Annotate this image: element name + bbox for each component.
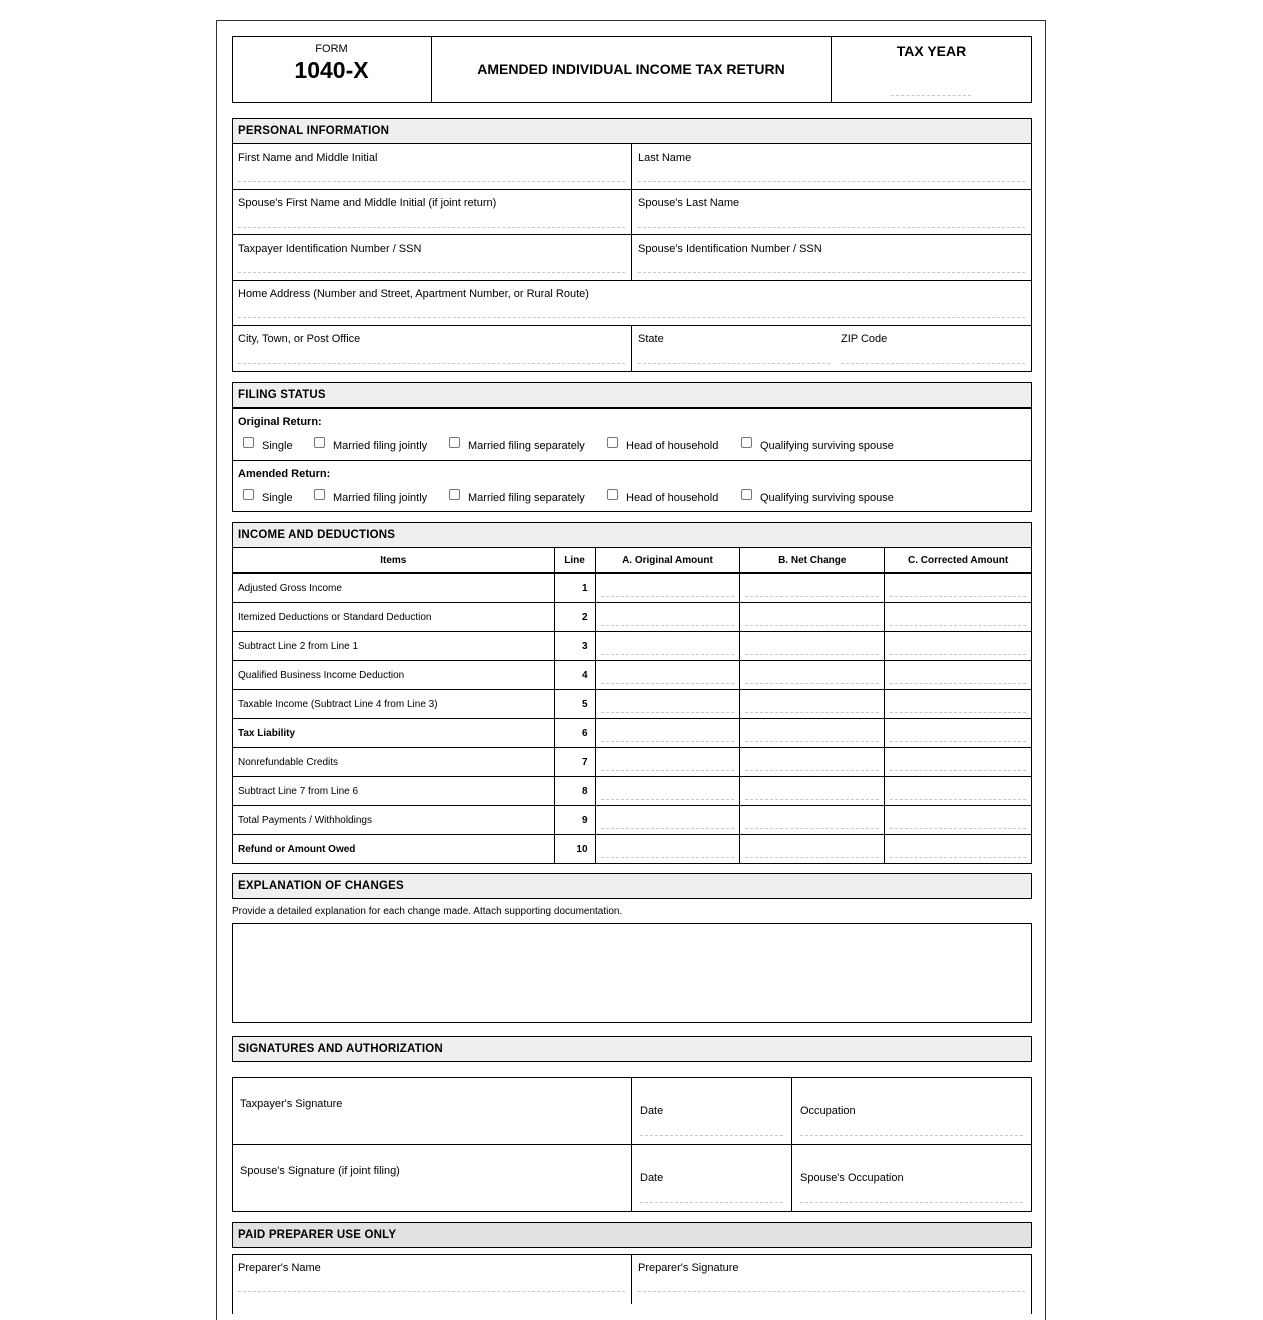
row-item-label: Subtract Line 7 from Line 6 (233, 777, 555, 806)
row-line-number: 1 (554, 573, 595, 603)
table-row (233, 632, 1032, 661)
net-change-field[interactable] (740, 806, 885, 835)
table-row (233, 719, 1032, 748)
original-qualifying-spouse-checkbox[interactable] (741, 437, 752, 448)
net-change-field[interactable] (740, 777, 885, 806)
occupation-label: Occupation (800, 1105, 856, 1117)
corrected-amount-field[interactable] (885, 777, 1032, 806)
net-change-field[interactable] (740, 603, 885, 632)
zip-field[interactable] (841, 363, 1025, 364)
first-name-label: First Name and Middle Initial (238, 152, 378, 164)
form-label: FORM (315, 43, 348, 55)
row-line-number: 6 (554, 719, 595, 748)
spouse-signature-field[interactable] (233, 1182, 630, 1210)
original-single-checkbox[interactable] (243, 437, 254, 448)
spouse-date-field[interactable] (640, 1202, 783, 1203)
original-amount-field[interactable] (595, 806, 740, 835)
amended-married-separately-label: Married filing separately (468, 492, 585, 504)
column-header-net-change: B. Net Change (740, 548, 885, 574)
net-change-field[interactable] (740, 719, 885, 748)
amended-head-of-household-checkbox[interactable] (607, 489, 618, 500)
original-qualifying-spouse-label: Qualifying surviving spouse (760, 440, 894, 452)
amended-return-label: Amended Return: (238, 468, 331, 480)
taxpayer-id-label: Taxpayer Identification Number / SSN (238, 243, 422, 255)
corrected-amount-field[interactable] (885, 573, 1032, 603)
spouse-first-name-label: Spouse's First Name and Middle Initial (if joint return) (238, 197, 497, 209)
net-change-field[interactable] (740, 835, 885, 864)
taxpayer-signature-field[interactable] (233, 1115, 630, 1143)
city-field[interactable] (238, 363, 625, 364)
corrected-amount-field[interactable] (885, 719, 1032, 748)
original-married-separately-checkbox[interactable] (449, 437, 460, 448)
corrected-amount-field[interactable] (885, 835, 1032, 864)
original-amount-field[interactable] (595, 777, 740, 806)
original-amount-field[interactable] (595, 632, 740, 661)
row-item-label: Tax Liability (233, 719, 555, 748)
income-table (232, 547, 1032, 864)
spouse-occupation-label: Spouse's Occupation (800, 1172, 904, 1184)
row-item-label: Adjusted Gross Income (233, 573, 555, 603)
paid-preparer-header: PAID PREPARER USE ONLY (232, 1222, 1032, 1248)
corrected-amount-field[interactable] (885, 690, 1032, 719)
signatures-header: SIGNATURES AND AUTHORIZATION (232, 1036, 1032, 1062)
table-row (233, 603, 1032, 632)
explanation-header: EXPLANATION OF CHANGES (232, 873, 1032, 899)
filing-status-header: FILING STATUS (232, 382, 1032, 408)
row-item-label: Refund or Amount Owed (233, 835, 555, 864)
table-row (233, 573, 1032, 603)
personal-information-header: PERSONAL INFORMATION (232, 118, 1032, 144)
taxpayer-id-field[interactable] (238, 272, 625, 273)
spouse-occupation-field[interactable] (800, 1202, 1023, 1203)
table-row (233, 806, 1032, 835)
original-amount-field[interactable] (595, 835, 740, 864)
taxpayer-date-field[interactable] (640, 1135, 783, 1136)
row-line-number: 10 (554, 835, 595, 864)
tax-year-input[interactable] (891, 95, 971, 96)
preparer-signature-field[interactable] (638, 1291, 1025, 1292)
column-header-corrected: C. Corrected Amount (885, 548, 1032, 574)
corrected-amount-field[interactable] (885, 603, 1032, 632)
amended-head-of-household-label: Head of household (626, 492, 719, 504)
state-field[interactable] (638, 363, 830, 364)
spouse-id-label: Spouse's Identification Number / SSN (638, 243, 822, 255)
original-amount-field[interactable] (595, 719, 740, 748)
original-amount-field[interactable] (595, 690, 740, 719)
spouse-last-name-field[interactable] (638, 227, 1025, 228)
row-line-number: 9 (554, 806, 595, 835)
table-row (233, 690, 1032, 719)
original-return-label: Original Return: (238, 416, 322, 428)
amended-married-jointly-label: Married filing jointly (333, 492, 428, 504)
paid-preparer-grid (232, 1254, 1032, 1314)
home-address-field[interactable] (238, 317, 1025, 318)
amended-qualifying-spouse-checkbox[interactable] (741, 489, 752, 500)
net-change-field[interactable] (740, 573, 885, 603)
home-address-label: Home Address (Number and Street, Apartment Number, or Rural Route) (238, 288, 589, 300)
amended-married-jointly-checkbox[interactable] (314, 489, 325, 500)
original-amount-field[interactable] (595, 603, 740, 632)
column-header-original: A. Original Amount (595, 548, 740, 574)
tax-year-label: TAX YEAR (896, 43, 967, 59)
corrected-amount-field[interactable] (885, 748, 1032, 777)
original-amount-field[interactable] (595, 661, 740, 690)
preparer-name-field[interactable] (238, 1291, 625, 1292)
amended-married-separately-checkbox[interactable] (449, 489, 460, 500)
table-row (233, 777, 1032, 806)
original-head-of-household-checkbox[interactable] (607, 437, 618, 448)
original-married-jointly-checkbox[interactable] (314, 437, 325, 448)
row-item-label: Nonrefundable Credits (233, 748, 555, 777)
corrected-amount-field[interactable] (885, 632, 1032, 661)
row-line-number: 2 (554, 603, 595, 632)
taxpayer-date-label: Date (640, 1105, 664, 1117)
zip-label: ZIP Code (841, 333, 888, 345)
net-change-field[interactable] (740, 661, 885, 690)
amended-qualifying-spouse-label: Qualifying surviving spouse (760, 492, 894, 504)
row-item-label: Subtract Line 2 from Line 1 (233, 632, 555, 661)
taxpayer-signature-label: Taxpayer's Signature (240, 1098, 343, 1110)
original-amount-field[interactable] (595, 573, 740, 603)
form-number: 1040-X (294, 57, 369, 83)
income-table-header-row (233, 548, 1032, 574)
corrected-amount-field[interactable] (885, 661, 1032, 690)
income-deductions-header: INCOME AND DEDUCTIONS (232, 522, 1032, 548)
row-item-label: Itemized Deductions or Standard Deduction (233, 603, 555, 632)
table-row (233, 661, 1032, 690)
form-title: AMENDED INDIVIDUAL INCOME TAX RETURN (477, 61, 785, 77)
original-married-jointly-label: Married filing jointly (333, 440, 428, 452)
amended-single-checkbox[interactable] (243, 489, 254, 500)
column-header-line: Line (554, 548, 595, 574)
table-row (233, 835, 1032, 864)
row-item-label: Taxable Income (Subtract Line 4 from Line 3) (233, 690, 555, 719)
net-change-field[interactable] (740, 632, 885, 661)
amended-single-label: Single (262, 492, 293, 504)
original-amount-field[interactable] (595, 748, 740, 777)
net-change-field[interactable] (740, 748, 885, 777)
spouse-signature-label: Spouse's Signature (if joint filing) (240, 1165, 400, 1177)
net-change-field[interactable] (740, 690, 885, 719)
preparer-signature-label: Preparer's Signature (638, 1262, 739, 1274)
spouse-first-name-field[interactable] (238, 227, 625, 228)
table-row (233, 748, 1032, 777)
city-label: City, Town, or Post Office (238, 333, 361, 345)
state-label: State (638, 333, 664, 345)
original-single-label: Single (262, 440, 293, 452)
spouse-last-name-label: Spouse's Last Name (638, 197, 740, 209)
row-line-number: 4 (554, 661, 595, 690)
row-line-number: 8 (554, 777, 595, 806)
last-name-field[interactable] (638, 181, 1025, 182)
preparer-name-label: Preparer's Name (238, 1262, 321, 1274)
row-item-label: Total Payments / Withholdings (233, 806, 555, 835)
original-married-separately-label: Married filing separately (468, 440, 585, 452)
row-line-number: 5 (554, 690, 595, 719)
row-item-label: Qualified Business Income Deduction (233, 661, 555, 690)
explanation-instructions: Provide a detailed explanation for each change made. Attach supporting documentation. (232, 906, 623, 917)
last-name-label: Last Name (638, 152, 692, 164)
original-head-of-household-label: Head of household (626, 440, 719, 452)
spouse-id-field[interactable] (638, 272, 1025, 273)
occupation-field[interactable] (800, 1135, 1023, 1136)
row-line-number: 3 (554, 632, 595, 661)
first-name-field[interactable] (238, 181, 625, 182)
column-header-items: Items (233, 548, 555, 574)
row-line-number: 7 (554, 748, 595, 777)
spouse-date-label: Date (640, 1172, 664, 1184)
explanation-textarea[interactable] (232, 923, 1032, 1023)
corrected-amount-field[interactable] (885, 806, 1032, 835)
